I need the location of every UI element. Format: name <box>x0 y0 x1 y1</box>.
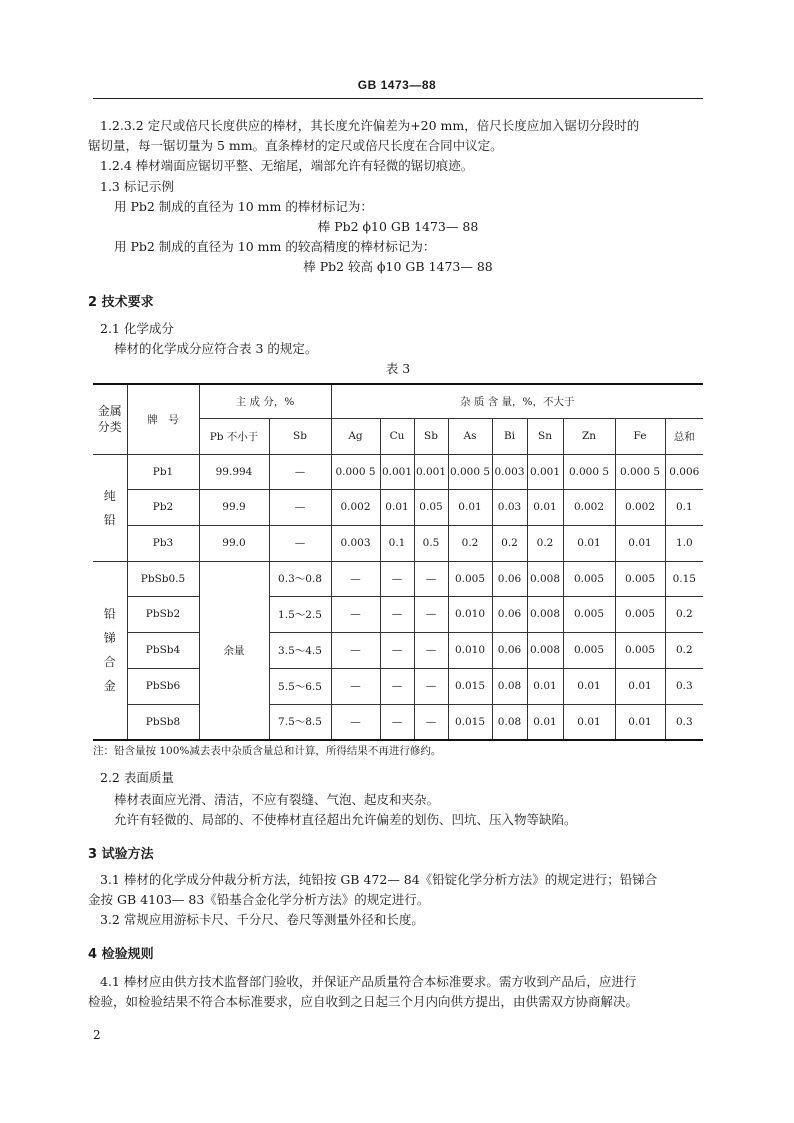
cell-imp: — <box>414 561 448 596</box>
cell-imp: 0.3 <box>665 668 703 704</box>
cell-imp: 0.015 <box>448 704 492 740</box>
cell-imp: 0.001 <box>414 454 448 489</box>
cell-imp: 0.005 <box>615 561 665 596</box>
table-row <box>93 632 703 668</box>
cell-imp: 0.002 <box>615 489 665 525</box>
section-3-heading: 3 试验方法 <box>88 847 154 862</box>
cell-imp: 0.06 <box>492 596 527 632</box>
header-imp-zn: Zn <box>563 418 615 454</box>
cell-pb: 99.994 <box>199 454 269 489</box>
example-2-mark: 棒 Pb2 较高 ϕ10 GB 1473— 88 <box>303 259 493 274</box>
para-1-2-3-2-line1: 1.2.3.2 定尺或倍尺长度供应的棒材，其长度允许偏差为+20 mm，倍尺长度应加入锯切分段时的 <box>100 118 640 133</box>
cell-imp: 1.0 <box>665 525 703 561</box>
section-2-heading: 2 技术要求 <box>88 295 154 310</box>
header-imp-sn: Sn <box>527 418 563 454</box>
cell-sb: — <box>269 454 331 489</box>
cell-imp: — <box>414 632 448 668</box>
para-1-2-4: 1.2.4 棒材端面应锯切平整、无缩尾，端部允许有轻微的锯切痕迹。 <box>100 158 474 173</box>
cell-imp: 0.010 <box>448 632 492 668</box>
cell-imp: 0.08 <box>492 668 527 704</box>
cell-imp: 0.005 <box>615 596 665 632</box>
cell-imp: 0.2 <box>665 596 703 632</box>
cell-grade: PbSb6 <box>127 668 199 704</box>
cell-sb: 3.5～4.5 <box>269 632 331 668</box>
cell-grade: Pb2 <box>127 489 199 525</box>
cell-imp: 0.005 <box>563 632 615 668</box>
cell-imp: 0.3 <box>665 704 703 740</box>
heading-2-1: 2.1 化学成分 <box>100 321 174 336</box>
cell-imp: 0.005 <box>615 632 665 668</box>
cell-imp: 0.01 <box>563 525 615 561</box>
cell-imp: 0.01 <box>448 489 492 525</box>
cell-imp: — <box>414 704 448 740</box>
cell-imp: — <box>331 668 380 704</box>
cell-grade: Pb3 <box>127 525 199 561</box>
cell-imp: — <box>331 704 380 740</box>
heading-1-3: 1.3 标记示例 <box>100 179 174 194</box>
cell-imp: 0.2 <box>448 525 492 561</box>
example-1-mark: 棒 Pb2 ϕ10 GB 1473— 88 <box>317 219 479 234</box>
cell-sb: — <box>269 489 331 525</box>
group-pure-lead: 纯铅 <box>93 454 127 561</box>
example-2-description: 用 Pb2 制成的直径为 10 mm 的较高精度的棒材标记为： <box>114 239 436 254</box>
header-sb: Sb <box>269 418 331 454</box>
cell-imp: 0.2 <box>527 525 563 561</box>
para-3-1-line2: 金按 GB 4103— 83《铅基合金化学分析方法》的规定进行。 <box>88 892 430 907</box>
cell-imp: 0.01 <box>615 668 665 704</box>
para-4-1-line2: 检验，如检验结果不符合本标准要求，应自收到之日起三个月内向供方提出，由供需双方协商解决。 <box>88 994 639 1009</box>
cell-grade: PbSb2 <box>127 596 199 632</box>
cell-sb: 0.3～0.8 <box>269 561 331 596</box>
cell-imp: 0.002 <box>563 489 615 525</box>
table-row <box>93 561 703 596</box>
cell-imp: 0.01 <box>527 668 563 704</box>
cell-imp: 0.1 <box>380 525 414 561</box>
cell-imp: 0.008 <box>527 561 563 596</box>
cell-imp: 0.01 <box>380 489 414 525</box>
cell-imp: 0.06 <box>492 632 527 668</box>
cell-pb: 99.0 <box>199 525 269 561</box>
cell-imp: — <box>331 632 380 668</box>
cell-imp: 0.15 <box>665 561 703 596</box>
cell-grade: PbSb0.5 <box>127 561 199 596</box>
header-imp-as: As <box>448 418 492 454</box>
table-row <box>93 668 703 704</box>
cell-imp: 0.015 <box>448 668 492 704</box>
cell-imp: 0.01 <box>527 704 563 740</box>
header-metal-class: 金属分类 <box>93 384 127 454</box>
cell-pb: 99.9 <box>199 489 269 525</box>
cell-grade: PbSb8 <box>127 704 199 740</box>
running-header: GB 1473—88 <box>357 78 437 92</box>
header-imp-ag: Ag <box>331 418 380 454</box>
cell-imp: — <box>331 596 380 632</box>
cell-imp: — <box>331 561 380 596</box>
cell-imp: — <box>380 561 414 596</box>
cell-imp: 0.008 <box>527 596 563 632</box>
table-caption: 表 3 <box>385 361 411 376</box>
table-row <box>93 454 703 489</box>
header-impurity: 杂 质 含 量，%，不大于 <box>331 384 703 418</box>
table-row <box>93 525 703 561</box>
header-rule <box>93 98 703 99</box>
table-row <box>93 489 703 525</box>
cell-imp: 0.01 <box>563 704 615 740</box>
cell-imp: 0.003 <box>331 525 380 561</box>
cell-imp: — <box>414 596 448 632</box>
cell-imp: 0.001 <box>527 454 563 489</box>
cell-imp: 0.001 <box>380 454 414 489</box>
cell-imp: 0.003 <box>492 454 527 489</box>
cell-imp: 0.005 <box>563 596 615 632</box>
cell-imp: 0.06 <box>492 561 527 596</box>
cell-imp: 0.05 <box>414 489 448 525</box>
cell-imp: 0.006 <box>665 454 703 489</box>
cell-imp: 0.005 <box>448 561 492 596</box>
table-row <box>93 596 703 632</box>
para-4-1-line1: 4.1 棒材应由供方技术监督部门验收，并保证产品质量符合本标准要求。需方收到产品后，应进行 <box>100 974 637 989</box>
header-main-composition: 主 成 分，% <box>199 384 331 418</box>
cell-imp: 0.000 5 <box>448 454 492 489</box>
cell-imp: — <box>414 668 448 704</box>
table-row <box>93 704 703 740</box>
cell-imp: 0.1 <box>665 489 703 525</box>
cell-imp: 0.2 <box>492 525 527 561</box>
example-1-description: 用 Pb2 制成的直径为 10 mm 的棒材标记为： <box>114 199 373 214</box>
cell-imp: 0.01 <box>615 525 665 561</box>
para-3-1-line1: 3.1 棒材的化学成分仲裁分析方法，纯铅按 GB 472— 84《铅锭化学分析方法》的规定进行；铅锑合 <box>100 872 658 887</box>
cell-imp: 0.002 <box>331 489 380 525</box>
cell-grade: PbSb4 <box>127 632 199 668</box>
header-imp-bi: Bi <box>492 418 527 454</box>
cell-sb: 7.5～8.5 <box>269 704 331 740</box>
cell-imp: 0.01 <box>527 489 563 525</box>
header-pb-min: Pb 不小于 <box>199 418 269 454</box>
cell-imp: 0.008 <box>527 632 563 668</box>
cell-imp: 0.01 <box>563 668 615 704</box>
cell-imp: 0.08 <box>492 704 527 740</box>
cell-sb: 5.5～6.5 <box>269 668 331 704</box>
header-grade: 牌 号 <box>127 384 199 454</box>
cell-imp: 0.01 <box>615 704 665 740</box>
cell-sb: — <box>269 525 331 561</box>
para-2-1: 棒材的化学成分应符合表 3 的规定。 <box>114 341 318 356</box>
cell-imp: — <box>380 632 414 668</box>
header-imp-fe: Fe <box>615 418 665 454</box>
page-number: 2 <box>93 1028 101 1042</box>
cell-imp: 0.2 <box>665 632 703 668</box>
cell-pb-balance: 余量 <box>199 561 269 740</box>
cell-imp: 0.000 5 <box>563 454 615 489</box>
header-imp-cu: Cu <box>380 418 414 454</box>
header-imp-sb: Sb <box>414 418 448 454</box>
para-3-2: 3.2 常规应用游标卡尺、千分尺、卷尺等测量外径和长度。 <box>100 912 424 927</box>
header-imp-total: 总和 <box>665 418 703 454</box>
cell-imp: — <box>380 596 414 632</box>
cell-imp: 0.010 <box>448 596 492 632</box>
cell-imp: 0.03 <box>492 489 527 525</box>
table-note: 注：铅含量按 100%减去表中杂质含量总和计算，所得结果不再进行修约。 <box>93 745 442 757</box>
cell-imp: 0.000 5 <box>615 454 665 489</box>
section-4-heading: 4 检验规则 <box>88 947 154 962</box>
cell-imp: 0.5 <box>414 525 448 561</box>
heading-2-2: 2.2 表面质量 <box>100 770 174 785</box>
cell-grade: Pb1 <box>127 454 199 489</box>
cell-imp: 0.005 <box>563 561 615 596</box>
group-lead-antimony-alloy: 铅锑合金 <box>93 561 127 740</box>
para-2-2-line2: 允许有轻微的、局部的、不使棒材直径超出允许偏差的划伤、凹坑、压入物等缺陷。 <box>114 812 577 827</box>
para-1-2-3-2-line2: 锯切量，每一锯切量为 5 mm。直条棒材的定尺或倍尺长度在合同中议定。 <box>88 138 503 153</box>
cell-imp: 0.000 5 <box>331 454 380 489</box>
table-3 <box>93 383 703 741</box>
cell-sb: 1.5～2.5 <box>269 596 331 632</box>
cell-imp: — <box>380 668 414 704</box>
para-2-2-line1: 棒材表面应光滑、清洁，不应有裂缝、气泡、起皮和夹杂。 <box>114 792 440 807</box>
cell-imp: — <box>380 704 414 740</box>
